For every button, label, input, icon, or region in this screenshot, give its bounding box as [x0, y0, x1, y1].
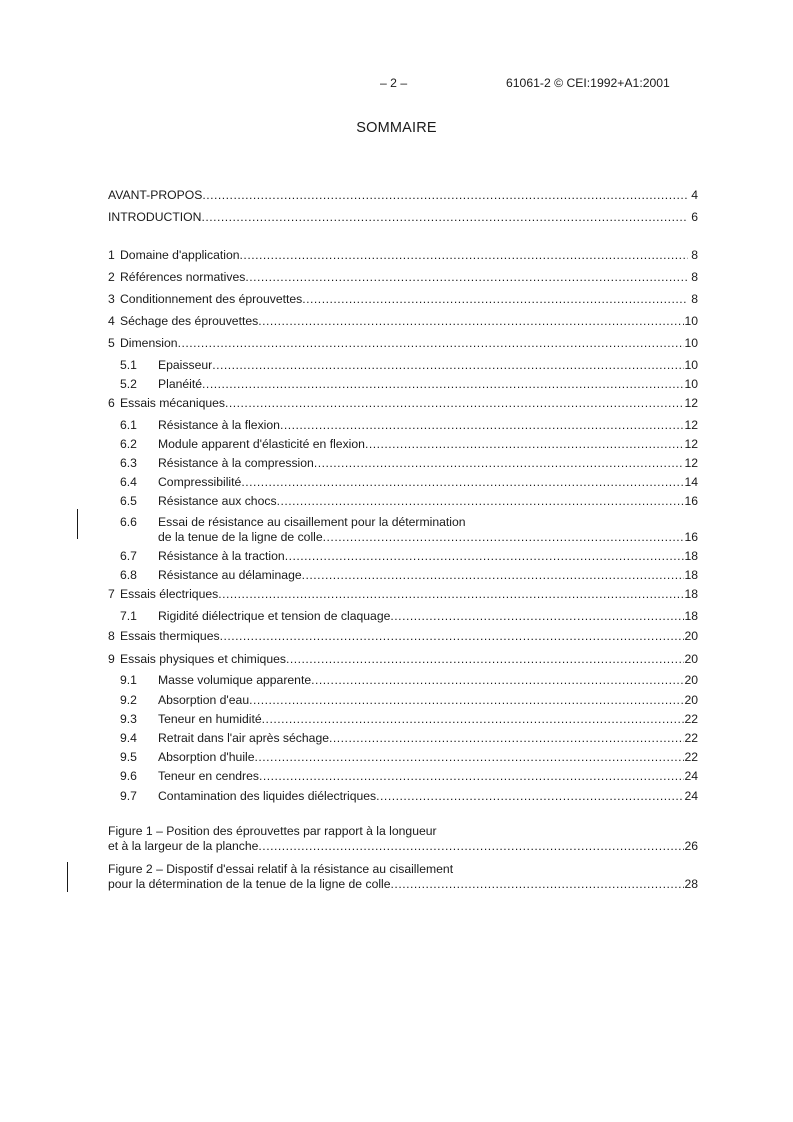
toc-page: 12: [684, 418, 698, 432]
toc-entry-5[interactable]: [108, 335, 698, 351]
toc-page: 22: [684, 731, 698, 745]
toc-entry-9-2[interactable]: [120, 692, 698, 708]
toc-entry-9-5[interactable]: [120, 749, 698, 765]
toc-number: 7: [108, 587, 115, 601]
toc-label: Rigidité diélectrique et tension de claquage: [158, 609, 391, 623]
toc-entry-9[interactable]: [108, 651, 698, 667]
leader-dots: [241, 474, 684, 490]
toc-number: 1: [108, 248, 115, 262]
toc-page: 16: [684, 494, 698, 508]
figure-caption-line2: pour la détermination de la tenue de la ligne de colle: [108, 877, 391, 891]
toc-page: 26: [684, 839, 698, 853]
toc-number: 5.2: [120, 377, 137, 391]
document-reference: 61061-2 © CEI:1992+A1:2001: [506, 76, 670, 90]
leader-dots: [259, 768, 684, 784]
leader-dots: [218, 586, 684, 602]
leader-dots: [201, 209, 688, 225]
toc-label: Retrait dans l'air après séchage: [158, 731, 330, 745]
toc-page: 24: [684, 789, 698, 803]
toc-label: Planéité: [158, 377, 203, 391]
toc-number: 4: [108, 314, 115, 328]
toc-page: 18: [684, 587, 698, 601]
leader-dots: [240, 247, 688, 263]
toc-page: 18: [684, 609, 698, 623]
toc-entry-6-2[interactable]: [120, 436, 698, 452]
leader-dots: [202, 376, 684, 392]
figure-2-caption-line1[interactable]: Figure 2 – Dispostif d'essai relatif à la résistance au cisaillement: [108, 862, 454, 876]
page-title: SOMMAIRE: [356, 120, 437, 136]
leader-dots: [302, 291, 688, 307]
toc-entry-8[interactable]: [108, 628, 698, 644]
toc-entry-figure-1[interactable]: [108, 838, 698, 854]
toc-number: 6: [108, 396, 115, 410]
toc-label: INTRODUCTION: [108, 210, 202, 224]
revision-change-bar: [77, 509, 78, 539]
toc-page: 12: [684, 396, 698, 410]
leader-dots: [329, 730, 684, 746]
toc-label: Compressibilité: [158, 475, 242, 489]
toc-number: 9.5: [120, 750, 137, 764]
toc-label: Résistance au délaminage: [158, 568, 302, 582]
toc-page: 4: [691, 188, 698, 202]
leader-dots: [277, 493, 685, 509]
toc-entry-9-1[interactable]: [120, 672, 698, 688]
revision-change-bar: [67, 862, 68, 892]
toc-page: 8: [691, 292, 698, 306]
toc-number: 8: [108, 629, 115, 643]
toc-label: Résistance à la flexion: [158, 418, 280, 432]
toc-entry-6-4[interactable]: [120, 474, 698, 490]
leader-dots: [255, 749, 685, 765]
figure-caption-line2: et à la largeur de la planche: [108, 839, 259, 853]
toc-page: 20: [684, 693, 698, 707]
leader-dots: [220, 628, 685, 644]
toc-label: Absorption d'huile: [158, 750, 255, 764]
toc-page: 8: [691, 248, 698, 262]
toc-number: 6.4: [120, 475, 137, 489]
toc-label: Contamination des liquides diélectriques: [158, 789, 377, 803]
toc-page: 10: [684, 336, 698, 350]
toc-number: 5.1: [120, 358, 137, 372]
toc-entry-6-8[interactable]: [120, 567, 698, 583]
toc-entry-9-4[interactable]: [120, 730, 698, 746]
leader-dots: [258, 313, 684, 329]
toc-label: Essais mécaniques: [120, 396, 225, 410]
toc-number: 9.1: [120, 673, 137, 687]
toc-label: Teneur en humidité: [158, 712, 262, 726]
toc-page: 8: [691, 270, 698, 284]
toc-page: 16: [684, 530, 698, 544]
toc-number: 9.7: [120, 789, 137, 803]
toc-label: Essais électriques: [120, 587, 219, 601]
toc-number: 2: [108, 270, 115, 284]
toc-entry-6-6[interactable]: [158, 529, 698, 545]
toc-label: Conditionnement des éprouvettes: [120, 292, 303, 306]
toc-entry-2[interactable]: [108, 269, 698, 285]
toc-entry-9-7[interactable]: [120, 788, 698, 804]
leader-dots: [323, 529, 685, 545]
toc-entry-3[interactable]: [108, 291, 698, 307]
toc-page: 24: [684, 769, 698, 783]
toc-page: 12: [684, 456, 698, 470]
leader-dots: [178, 335, 685, 351]
leader-dots: [286, 651, 684, 667]
toc-page: 28: [684, 877, 698, 891]
toc-page: 22: [684, 712, 698, 726]
toc-label: Absorption d'eau: [158, 693, 250, 707]
toc-page: 6: [691, 210, 698, 224]
toc-entry-5-1[interactable]: [120, 357, 698, 373]
toc-page: 20: [684, 629, 698, 643]
toc-page: 10: [684, 314, 698, 328]
toc-number: 6.1: [120, 418, 137, 432]
toc-page: 18: [684, 549, 698, 563]
leader-dots: [245, 269, 688, 285]
toc-number: 9.4: [120, 731, 137, 745]
page-number: – 2 –: [380, 76, 408, 90]
toc-label: Teneur en cendres: [158, 769, 259, 783]
toc-number: 5: [108, 336, 115, 350]
toc-number: 6.8: [120, 568, 137, 582]
toc-label: Module apparent d'élasticité en flexion: [158, 437, 365, 451]
toc-number: 7.1: [120, 609, 137, 623]
leader-dots: [390, 608, 684, 624]
leader-dots: [314, 455, 685, 471]
toc-number: 3: [108, 292, 115, 306]
toc-label: Essais physiques et chimiques: [120, 652, 286, 666]
toc-entry-9-6[interactable]: [120, 768, 698, 784]
toc-entry-6-3[interactable]: [120, 455, 698, 471]
toc-label: Résistance à la compression: [158, 456, 314, 470]
toc-page: 20: [684, 652, 698, 666]
toc-entry-7[interactable]: [108, 586, 698, 602]
toc-entry-figure-2[interactable]: [108, 876, 698, 892]
toc-label-line2: de la tenue de la ligne de colle: [158, 530, 323, 544]
toc-page: 18: [684, 568, 698, 582]
toc-label: Séchage des éprouvettes: [120, 314, 259, 328]
toc-entry-6-7[interactable]: [120, 548, 698, 564]
leader-dots: [249, 692, 684, 708]
toc-entry-1[interactable]: [108, 247, 698, 263]
leader-dots: [280, 417, 684, 433]
toc-number: 6.6: [120, 515, 137, 529]
figure-1-caption-line1[interactable]: Figure 1 – Position des éprouvettes par rapport à la longueur: [108, 824, 437, 838]
leader-dots: [225, 395, 684, 411]
toc-entry-7-1[interactable]: [120, 608, 698, 624]
toc-number: 6.5: [120, 494, 137, 508]
leader-dots: [202, 187, 688, 203]
toc-entry-9-3[interactable]: [120, 711, 698, 727]
leader-dots: [365, 436, 684, 452]
toc-label-line1[interactable]: Essai de résistance au cisaillement pour la détermination: [158, 515, 466, 529]
toc-label: Références normatives: [120, 270, 246, 284]
toc-entry-4[interactable]: [108, 313, 698, 329]
toc-page: 20: [684, 673, 698, 687]
leader-dots: [311, 672, 684, 688]
toc-page: 10: [684, 358, 698, 372]
toc-entry-6[interactable]: [108, 395, 698, 411]
toc-label: Résistance aux chocs: [158, 494, 277, 508]
toc-entry-6-5[interactable]: [120, 493, 698, 509]
toc-entry-avant-propos[interactable]: [108, 187, 698, 203]
toc-page: 10: [684, 377, 698, 391]
toc-number: 9.2: [120, 693, 137, 707]
toc-label: Epaisseur: [158, 358, 213, 372]
toc-page: 12: [684, 437, 698, 451]
toc-number: 6.7: [120, 549, 137, 563]
toc-number: 6.2: [120, 437, 137, 451]
toc-number: 9: [108, 652, 115, 666]
leader-dots: [376, 788, 684, 804]
toc-page: 22: [684, 750, 698, 764]
toc-number: 9.3: [120, 712, 137, 726]
toc-entry-introduction[interactable]: [108, 209, 698, 225]
toc-entry-5-2[interactable]: [120, 376, 698, 392]
toc-label: Masse volumique apparente: [158, 673, 312, 687]
toc-label: Résistance à la traction: [158, 549, 285, 563]
leader-dots: [262, 711, 685, 727]
toc-number: 6.3: [120, 456, 137, 470]
toc-label: Essais thermiques: [120, 629, 220, 643]
toc-number: 9.6: [120, 769, 137, 783]
leader-dots: [391, 876, 685, 892]
toc-entry-6-1[interactable]: [120, 417, 698, 433]
leader-dots: [258, 838, 684, 854]
toc-label: Dimension: [120, 336, 178, 350]
toc-label: AVANT-PROPOS: [108, 188, 203, 202]
leader-dots: [212, 357, 684, 373]
leader-dots: [285, 548, 685, 564]
toc-page: 14: [684, 475, 698, 489]
leader-dots: [302, 567, 685, 583]
toc-label: Domaine d'application: [120, 248, 240, 262]
